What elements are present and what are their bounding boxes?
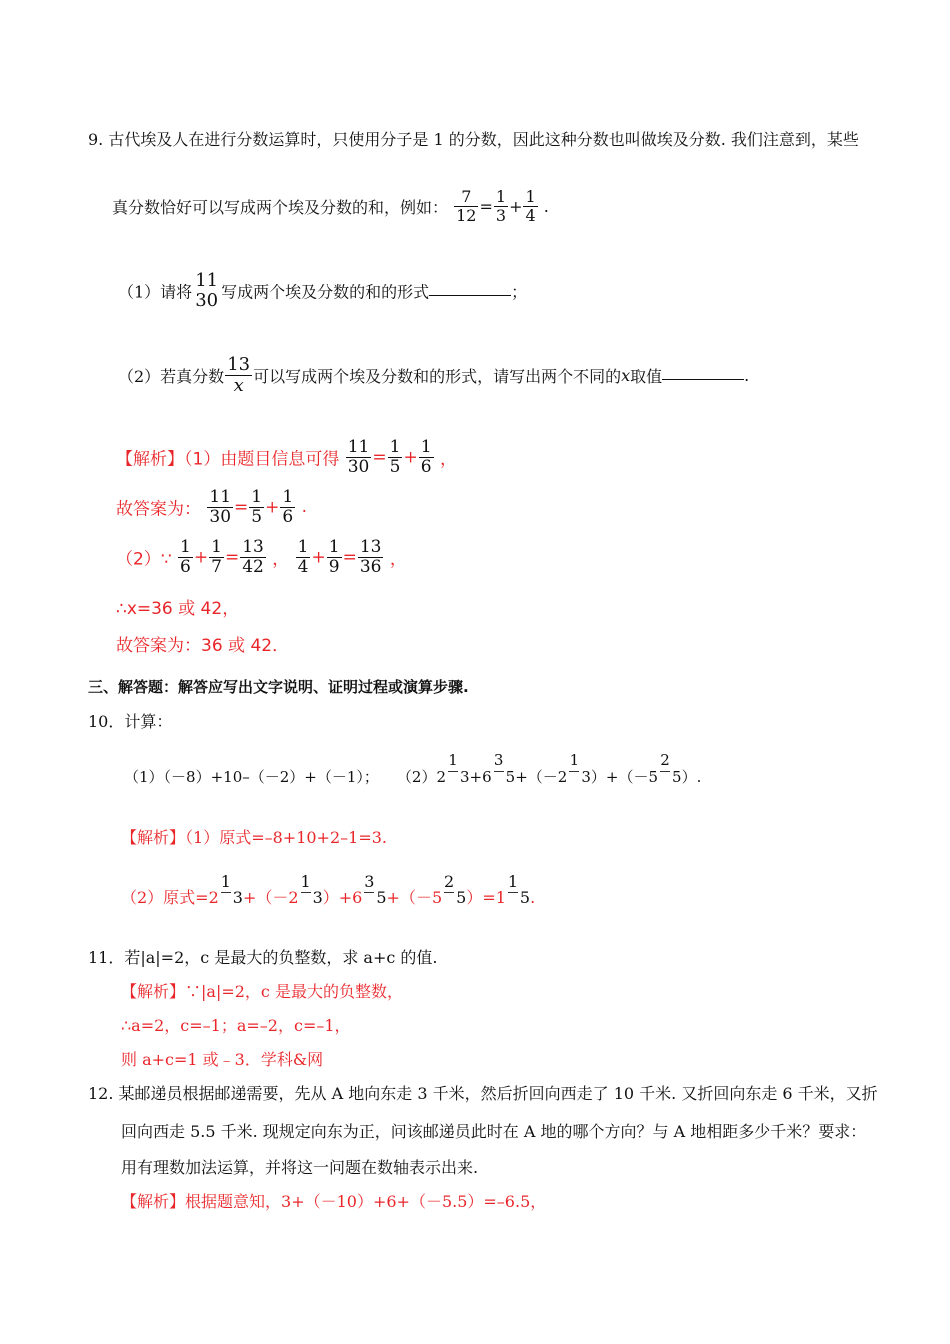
- q11-solution-2: ∴a=2，c=–1；a=–2，c=–1，: [121, 1016, 351, 1035]
- q9-part1: （1）请将 11 30 写成两个埃及分数的和的形式 ；: [118, 270, 528, 311]
- fraction-1-4: $\frac{1}{4}$: [525, 187, 536, 225]
- q11-title: 11．若|a|=2，c 是最大的负整数，求 a+c 的值.: [88, 948, 438, 967]
- q12-solution: 【解析】根据题意知，3+（－10）+6+（－5.5）=–6.5，: [121, 1192, 547, 1211]
- q9-solution-line4: ∴x=36 或 42，: [116, 599, 240, 619]
- q10-solution-2: （2）原式=2 1 3+（－2 1 3）+6 3 5+（－5 2 5）=1 1 5.: [121, 872, 536, 907]
- mixed-fraction-1-3: 1: [446, 781, 460, 782]
- answer-blank-1[interactable]: [429, 281, 511, 296]
- q12-line3: 用有理数加法运算，并将这一问题在数轴表示出来.: [121, 1158, 479, 1177]
- sol-eq1: $\frac{11}{30}$ = $\frac{1}{5}$ + $\frac{1}{6}$: [347, 437, 432, 477]
- q9-solution-line2: 故答案为： $\frac{11}{30}$ = $\frac{1}{5}$ + $\frac{1}{6}$ .: [116, 487, 308, 527]
- fraction-7-12: $\frac{7}{12}$: [456, 187, 477, 225]
- q10-parts: （1）（－8）+10–（－2）+（－1）； （2）2 1 3+6 3 5+（－2 1 3）+（－5 2 5）.: [124, 751, 702, 786]
- q11-solution-3: 则 a+c=1 或﹣3．学科&网: [121, 1050, 324, 1069]
- q9-solution-line5: 故答案为：36 或 42．: [116, 636, 290, 656]
- q10-solution-1: 【解析】（1）原式=–8+10+2–1=3.: [121, 828, 387, 847]
- fraction-1-3: $\frac{1}{3}$: [495, 187, 507, 225]
- q9-solution-line1: 【解析】（1）由题目信息可得 $\frac{11}{30}$ = $\frac{1}{5}$ + $\frac{1}{6}$ ，: [116, 437, 457, 477]
- fraction-11-30: 11 30: [195, 270, 219, 311]
- q9-part2: （2）若真分数 $\frac{13}{x}$ 可以写成两个埃及分数和的形式，请写出两个不同的x取值 .: [118, 354, 750, 396]
- section-3-title: 三、解答题：解答应写出文字说明、证明过程或演算步骤.: [88, 678, 469, 696]
- q11-solution-1: 【解析】∵|a|=2，c 是最大的负整数，: [121, 982, 403, 1001]
- q9-line1: 9. 古代埃及人在进行分数运算时，只使用分子是 1 的分数，因此这种分数也叫做埃及分数. 我们注意到，某些: [88, 130, 859, 149]
- sol-eq2: $\frac{11}{30}$ = $\frac{1}{5}$ + $\frac{1}{6}$: [209, 487, 294, 527]
- fraction-13-x: $\frac{13}{x}$: [227, 354, 251, 396]
- q9-example-line: 真分数恰好可以写成两个埃及分数的和，例如： $\frac{7}{12}$ = $\frac{1}{3}$ + $\frac{1}{4}$ .: [112, 187, 549, 225]
- q12-line1: 12. 某邮递员根据邮递需要，先从 A 地向东走 3 千米，然后折回向西走了 10 千米. 又折回向东走 6 千米，又折: [88, 1084, 878, 1103]
- q10-title: 10．计算：: [88, 712, 173, 731]
- q9-solution-line3: （2）∵ $\frac{1}{6}$ + $\frac{1}{7}$ = $\frac{13}{42}$ ， $\frac{1}{4}$ + $\frac{1}{9}$ = $\frac{13}{36}$ ，: [116, 537, 407, 577]
- answer-blank-2[interactable]: [662, 365, 744, 380]
- q12-line2: 回向西走 5.5 千米. 现规定向东为正，问该邮递员此时在 A 地的哪个方向？与 A 地相距多少千米？要求：: [121, 1122, 867, 1141]
